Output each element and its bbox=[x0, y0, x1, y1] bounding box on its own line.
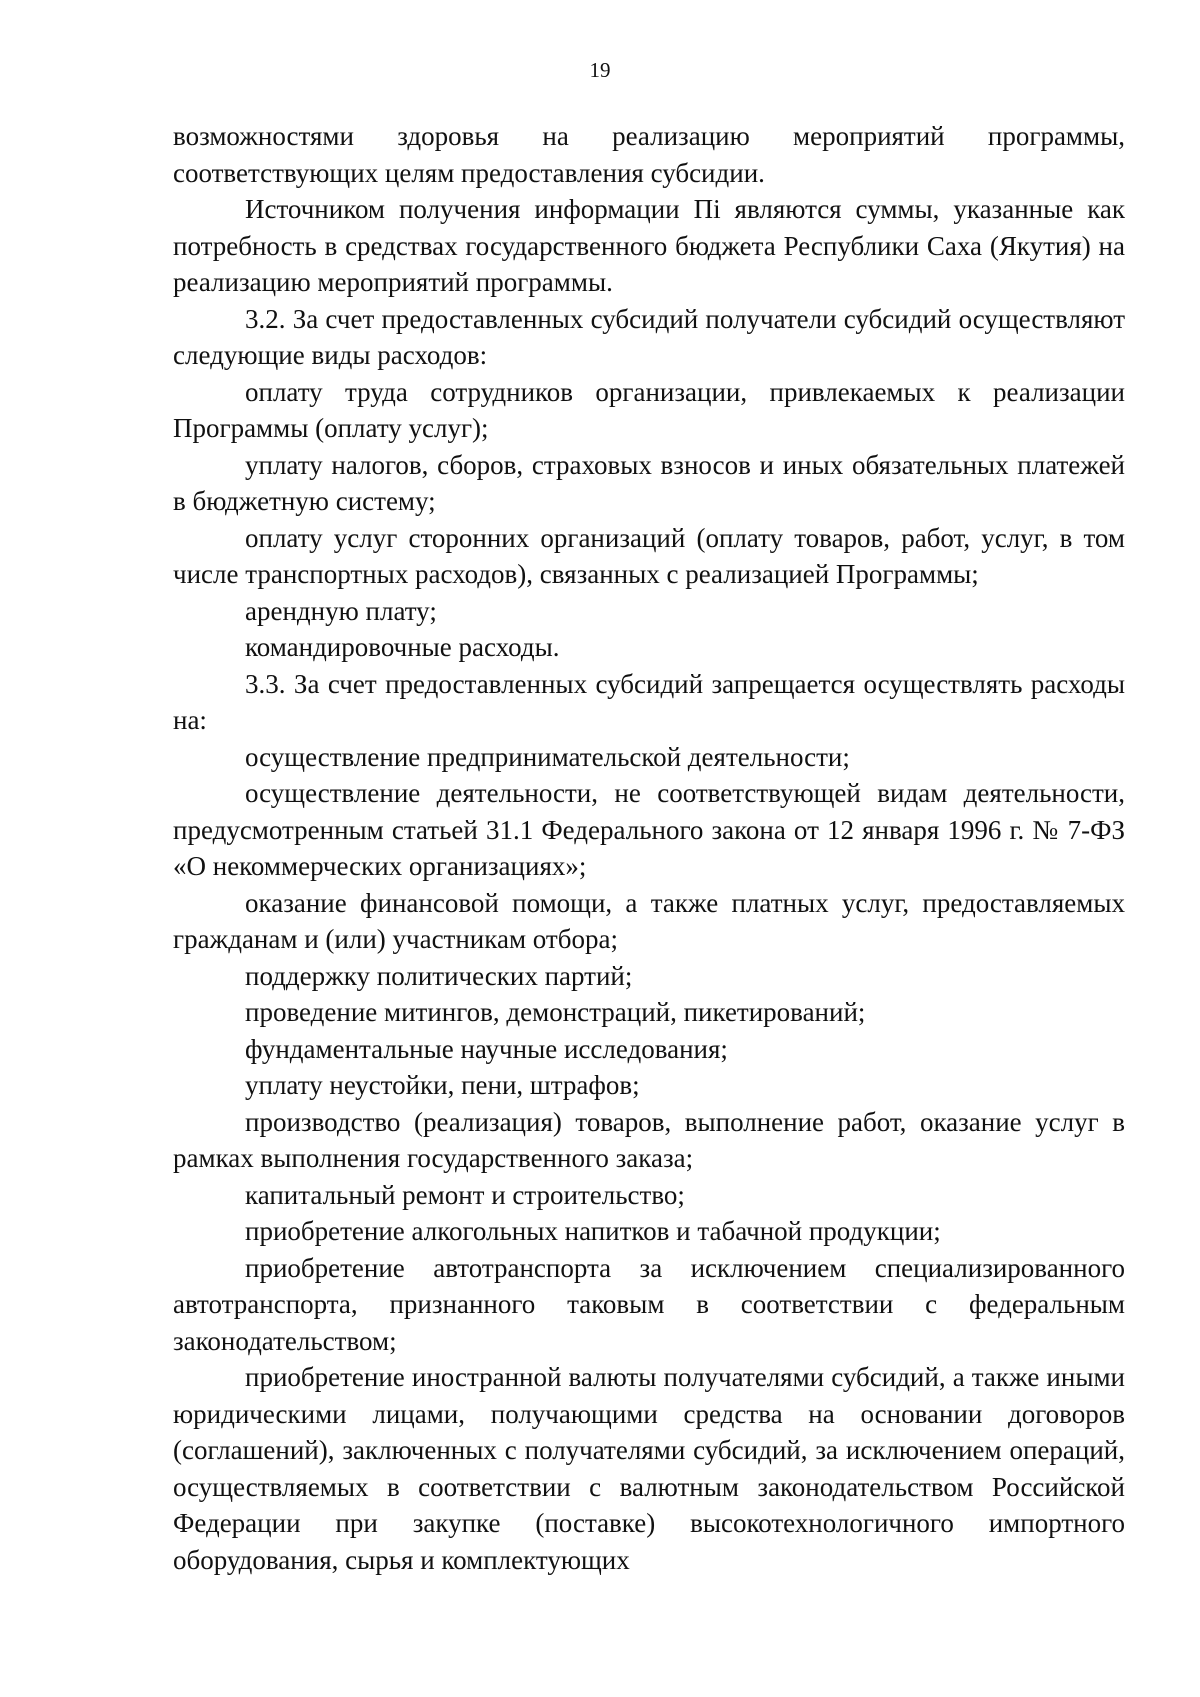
paragraph-section-3-3: 3.3. За счет предоставленных субсидий запрещается осуществлять расходы на: bbox=[173, 668, 1125, 735]
list-item-expense: оплату услуг сторонних организаций (оплату товаров, работ, услуг, в том числе транспортных расходов), связанных с реализацией Программы; bbox=[173, 522, 1125, 589]
list-item-prohibited: оказание финансовой помощи, а также платных услуг, предоставляемых гражданам и (или) участникам отбора; bbox=[173, 887, 1125, 954]
document-body bbox=[173, 118, 1125, 1578]
list-item-prohibited: приобретение иностранной валюты получателями субсидий, а также иными юридическими лицами, получающими средства на основании договоров (соглашений), заключенных с получателями субсидий, за исключением операций, осуществляемых в соответствии с валютным законодательством Российской Федерации при закупке (поставке) высокотехнологичного импортного оборудования, сырья и комплектующих bbox=[173, 1362, 1125, 1575]
list-item-prohibited: проведение митингов, демонстраций, пикетирований; bbox=[245, 997, 866, 1027]
list-item-prohibited: осуществление предпринимательской деятельности; bbox=[245, 741, 850, 772]
list-item-prohibited: фундаментальные научные исследования; bbox=[245, 1033, 728, 1064]
list-item-prohibited: осуществление деятельности, не соответствующей видам деятельности, предусмотренным статьей 31.1 Федерального закона от 12 января 1996 г. № 7-ФЗ «О некоммерческих организациях»; bbox=[173, 778, 1125, 881]
list-item-expense: уплату налогов, сборов, страховых взносов и иных обязательных платежей в бюджетную систему; bbox=[173, 449, 1125, 516]
paragraph-information-source: Источником получения информации Пi являются суммы, указанные как потребность в средствах государственного бюджета Республики Саха (Якутия) на реализацию мероприятий программы. bbox=[173, 194, 1125, 297]
page-number: 19 bbox=[589, 58, 611, 82]
list-item-prohibited: капитальный ремонт и строительство; bbox=[245, 1179, 685, 1210]
list-item-prohibited: уплату неустойки, пени, штрафов; bbox=[245, 1070, 640, 1100]
list-item-prohibited: приобретение автотранспорта за исключением специализированного автотранспорта, признанного таковым в соответствии с федеральным законодательством; bbox=[173, 1252, 1125, 1356]
list-item-prohibited: производство (реализация) товаров, выполнение работ, оказание услуг в рамках выполнения государственного заказа; bbox=[173, 1106, 1125, 1173]
paragraph-section-3-2: 3.2. За счет предоставленных субсидий получатели субсидий осуществляют следующие виды расходов: bbox=[173, 303, 1125, 370]
list-item-prohibited: поддержку политических партий; bbox=[245, 960, 633, 991]
list-item-expense: арендную плату; bbox=[245, 595, 437, 626]
paragraph-continuation: возможностями здоровья на реализацию мероприятий программы, соответствующих целям предоставления субсидии. bbox=[173, 121, 1125, 188]
list-item-expense: командировочные расходы. bbox=[245, 632, 560, 662]
list-item-prohibited: приобретение алкогольных напитков и табачной продукции; bbox=[245, 1216, 941, 1246]
list-item-expense: оплату труда сотрудников организации, привлекаемых к реализации Программы (оплату услуг); bbox=[173, 376, 1125, 443]
